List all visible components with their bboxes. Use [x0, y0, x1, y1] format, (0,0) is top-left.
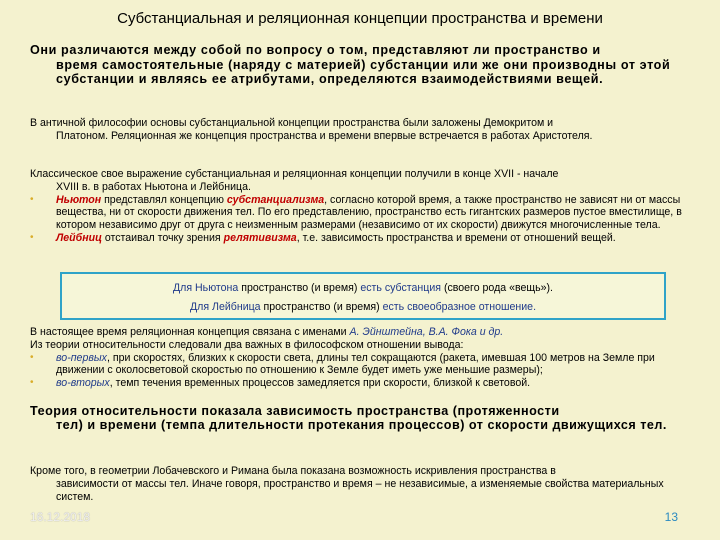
bullet-icon: • — [30, 377, 34, 389]
antique-rest: Платоном. Реляционная же концепция пространства и времени впервые встречается в работах Аристотеля. — [56, 129, 593, 142]
newton-text2: , согласно которой время, а также пространство не зависят ни от массы вещества, ни от скорости движения тел. По его представлению, пространство есть гигантских размеров пустое вместилище, в котором независимо друг от друга с неизменным размерами (независимо от их скорости) движутся многочисленные тела. — [56, 193, 682, 232]
theory-line1: Теория относительности показала зависимость пространства (протяженности — [30, 404, 560, 418]
leibniz-text1: отстаивал точку зрения — [101, 231, 224, 244]
modern-line1 — [30, 326, 702, 339]
box-newton-label: Для Ньютона — [173, 282, 239, 294]
modern-text: В настоящее время реляционная концепция связана с именами — [30, 326, 350, 338]
slide-title: Субстанциальная и реляционная концепции пространства и времени — [117, 10, 603, 27]
box-newton-claim: есть субстанция — [360, 282, 441, 294]
bullet-icon: • — [30, 351, 34, 363]
bullet-icon: • — [30, 193, 34, 205]
antique-paragraph — [30, 117, 702, 143]
theory-rest: тел) и времени (темпа длительности протекания процессов) от скорости движущихся тел. — [56, 418, 667, 433]
first-label: во-первых — [56, 351, 107, 364]
modern-section — [30, 326, 702, 390]
leibniz-text2: , т.е. зависимость пространства и времени от отношений вещей. — [296, 231, 616, 244]
second-text: , темп течения временных процессов замедляется при скорости, близкой к световой. — [109, 377, 531, 390]
modern-names: А. Эйнштейна, В.А. Фока и др. — [349, 326, 504, 338]
comparison-box — [60, 272, 666, 320]
second-label: во-вторых — [56, 377, 110, 390]
page-number: 13 — [664, 510, 678, 524]
geometry-line1: Кроме того, в геометрии Лобачевского и Римана была показана возможность искривления пространства в — [30, 465, 556, 477]
lead-rest: время самостоятельные (наряду с материей) субстанции или же они производны от этой субстанции и являясь ее атрибутами, определяются взаимодействиями вещей. — [56, 57, 671, 87]
newton-item — [30, 194, 702, 232]
box-newton-end: (своего рода «вещь»). — [441, 282, 553, 294]
bullet-icon: • — [30, 231, 34, 243]
newton-term: субстанциализма — [226, 193, 325, 206]
geometry-rest: зависимости от массы тел. Иначе говоря, пространство и время – не независимые, а изменяемые свойства материальных систем. — [56, 477, 664, 503]
first-conclusion — [30, 352, 702, 378]
box-line-leibniz — [62, 301, 664, 313]
second-conclusion — [30, 377, 702, 390]
classic-rest: XVIII в. в работах Ньютона и Лейбница. — [56, 180, 251, 193]
footer-date: 16.12.2018 — [30, 510, 91, 524]
first-text: , при скоростях, близких к скорости света, длины тел сокращаются (ракета, имевшая 100 метров на Земле при движении с околосветовой скоростью по отношению к Земле будет иметь уже меньшие размеры); — [56, 351, 655, 377]
lead-paragraph — [30, 43, 698, 87]
geometry-paragraph — [30, 465, 702, 503]
leibniz-term: релятивизма — [223, 231, 297, 244]
box-leibniz-claim: есть своеобразное отношение. — [382, 301, 537, 313]
leibniz-item — [30, 232, 702, 245]
box-newton-mid: пространство (и время) — [238, 282, 361, 294]
classic-line1: Классическое свое выражение субстанциальная и реляционная концепции получили в конце XVII - начале — [30, 168, 559, 180]
newton-text1: представлял концепцию — [101, 193, 227, 206]
modern-line2: Из теории относительности следовали два важных в философском отношении вывода: — [30, 338, 464, 351]
box-leibniz-label: Для Лейбница — [189, 301, 261, 313]
classic-section — [30, 168, 702, 245]
antique-line1: В античной философии основы субстанциальной концепции пространства были заложены Демокритом и — [30, 117, 554, 129]
lead-line1: Они различаются между собой по вопросу о том, представляют ли пространство и — [30, 43, 601, 57]
newton-name: Ньютон — [56, 193, 102, 206]
box-line-newton — [62, 282, 664, 294]
leibniz-name: Лейбниц — [56, 231, 102, 244]
theory-paragraph — [30, 404, 698, 433]
box-leibniz-mid: пространство (и время) — [260, 301, 383, 313]
